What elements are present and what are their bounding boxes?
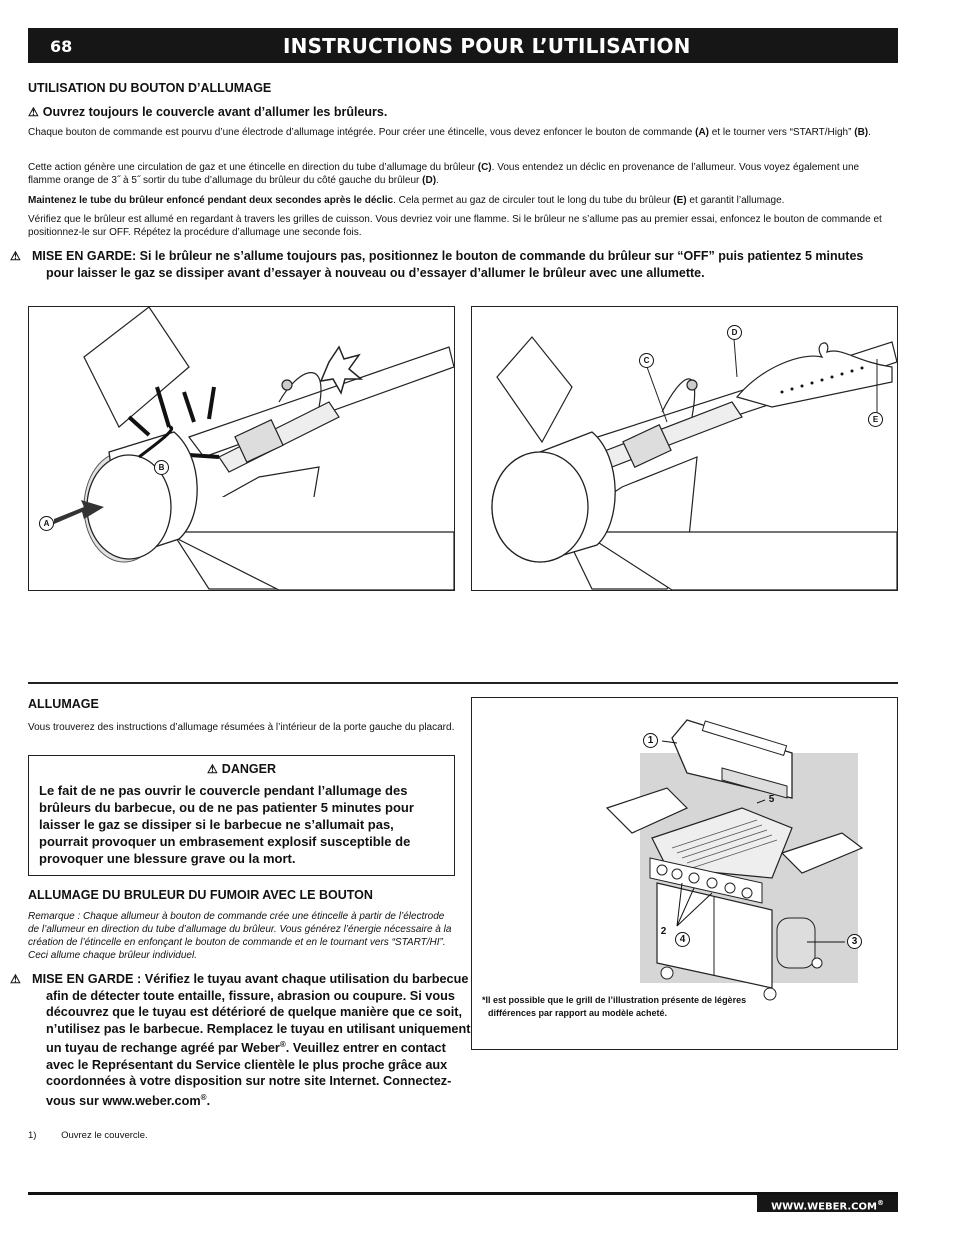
danger-text: Le fait de ne pas ouvrir le couvercle pendant l’allumage des brûleurs du barbecue, ou de ne pas patienter 5 minutes pour laisser le gaz se dissiper si le barbecue ne s’allumait pas, pourrait provoquer un embrasement explosif susceptible de provoquer une blessure grave ou la mort.	[39, 783, 414, 866]
grill-illustration-note: *Il est possible que le grill de l’illustration présente de légères différences par rapport au modèle acheté.	[482, 995, 747, 1018]
paragraph-verify-burner: Vérifiez que le brûleur est allumé en regardant à travers les grilles de cuisson. Vous devriez voir une flamme. Si le brûleur ne s’allume pas au premier essai, enfoncez le bouton de commande et positionnez-le sur OFF. Répétez la procédure d’allumage une seconde fois.	[28, 214, 882, 238]
figure-grill	[471, 697, 898, 1050]
warning-open-lid	[28, 105, 888, 119]
section-divider	[28, 682, 898, 684]
callout-d: D	[727, 325, 742, 340]
danger-title: ⚠ DANGER	[207, 762, 276, 776]
callout-4: 4	[675, 932, 690, 947]
paragraph-gas-flow: Cette action génère une circulation de gaz et une étincelle en direction du tube d’allumage du brûleur (C). Vous entendez un déclic en provenance de l’allumeur. Vous voyez également une flamme orange de 3˝ à 5˝ sortir du tube d’allumage du brûleur du côté gauche du brûleur (D).	[28, 162, 860, 186]
step-text: Ouvrez le couvercle.	[61, 1130, 148, 1141]
page-number: 68	[50, 37, 73, 56]
paragraph-hold-button: Maintenez le tube du brûleur enfoncé pendant deux secondes après le déclic. Cela permet au gaz de circuler tout le long du tube du brûleur (E) et garantit l’allumage.	[28, 195, 785, 206]
figure-ignition-press	[28, 306, 455, 591]
website-badge[interactable]: WWW.WEBER.COM®	[757, 1195, 898, 1212]
callout-5: 5	[768, 794, 775, 805]
callout-b: B	[154, 460, 169, 475]
step-1	[28, 1129, 148, 1142]
callout-3: 3	[847, 934, 862, 949]
warning-burner-not-lit-text: MISE EN GARDE: Si le brûleur ne s’allume toujours pas, positionnez le bouton de commande du brûleur sur “OFF” puis patientez 5 minutes pour laisser le gaz se dissiper avant d’essayer à nouveau ou d’essayer d’allumer le brûleur avec une allumette.	[32, 249, 864, 280]
callout-1: 1	[643, 733, 658, 748]
section-subheading-smoker: ALLUMAGE DU BRULEUR DU FUMOIR AVEC LE BOUTON	[28, 888, 373, 902]
remark-text: Remarque : Chaque allumeur à bouton de commande crée une étincelle à partir de l’électrode de l’allumeur en direction du tube d’allumage du brûleur. Vous générez l’énergie nécessaire à la création de l’étincelle en enfonçant le bouton de commande et en le tournant vers “START/HI”. Ceci allume chaque brûleur individuel.	[28, 911, 452, 961]
warning-triangle-icon: ⚠	[28, 105, 39, 119]
section-heading-ignition-button: UTILISATION DU BOUTON D’ALLUMAGE	[28, 81, 272, 95]
figure-ignition-flame	[471, 306, 898, 591]
page-title: INSTRUCTIONS POUR L’UTILISATION	[283, 34, 691, 58]
paragraph-control-knob: Chaque bouton de commande est pourvu d’une électrode d’allumage intégrée. Pour créer une étincelle, vous devez enfoncer le bouton de commande (A) et le tourner vers “START/High” (B).	[28, 127, 871, 138]
callout-c: C	[639, 353, 654, 368]
website-link[interactable]: WWW.WEBER.COM	[771, 1201, 877, 1213]
callout-2: 2	[660, 926, 667, 937]
illustration-burner-flame	[472, 307, 897, 590]
warning-open-lid-text: Ouvrez toujours le couvercle avant d’allumer les brûleurs.	[42, 105, 388, 119]
paragraph-lighting-intro: Vous trouverez des instructions d’allumage résumées à l’intérieur de la porte gauche du placard.	[28, 722, 455, 733]
callout-a: A	[39, 516, 54, 531]
warning-burner-not-lit: ⚠ MISE EN GARDE: Si le brûleur ne s’allume toujours pas, positionnez le bouton de commande du brûleur sur “OFF” puis patientez 5 minutes pour laisser le gaz se dissiper avant d’essayer à nouveau ou d’essayer d’allumer le brûleur avec une allumette.	[10, 249, 864, 280]
warning-triangle-icon: ⚠	[207, 762, 218, 776]
danger-box	[28, 755, 455, 876]
illustration-knob-press	[29, 307, 454, 590]
warning-hose-check: ⚠ MISE EN GARDE : Vérifiez le tuyau avant chaque utilisation du barbecue afin de détecter toute entaille, fissure, abrasion ou coupure. Si vous découvrez que le tuyau est détérioré de quelque manière que ce soit, n’utilisez pas le barbecue. Remplacez le tuyau en utilisant uniquement un tuyau de rechange agréé par Weber®. Veuillez entrer en contact avec le Représentant du Service clientèle le plus proche grâce aux coordonnées à votre disposition sur notre site Internet. Connectez-vous sur www.weber.com®.	[10, 972, 471, 1108]
callout-e: E	[868, 412, 883, 427]
step-number: 1)	[28, 1130, 37, 1141]
section-heading-lighting: ALLUMAGE	[28, 697, 99, 711]
